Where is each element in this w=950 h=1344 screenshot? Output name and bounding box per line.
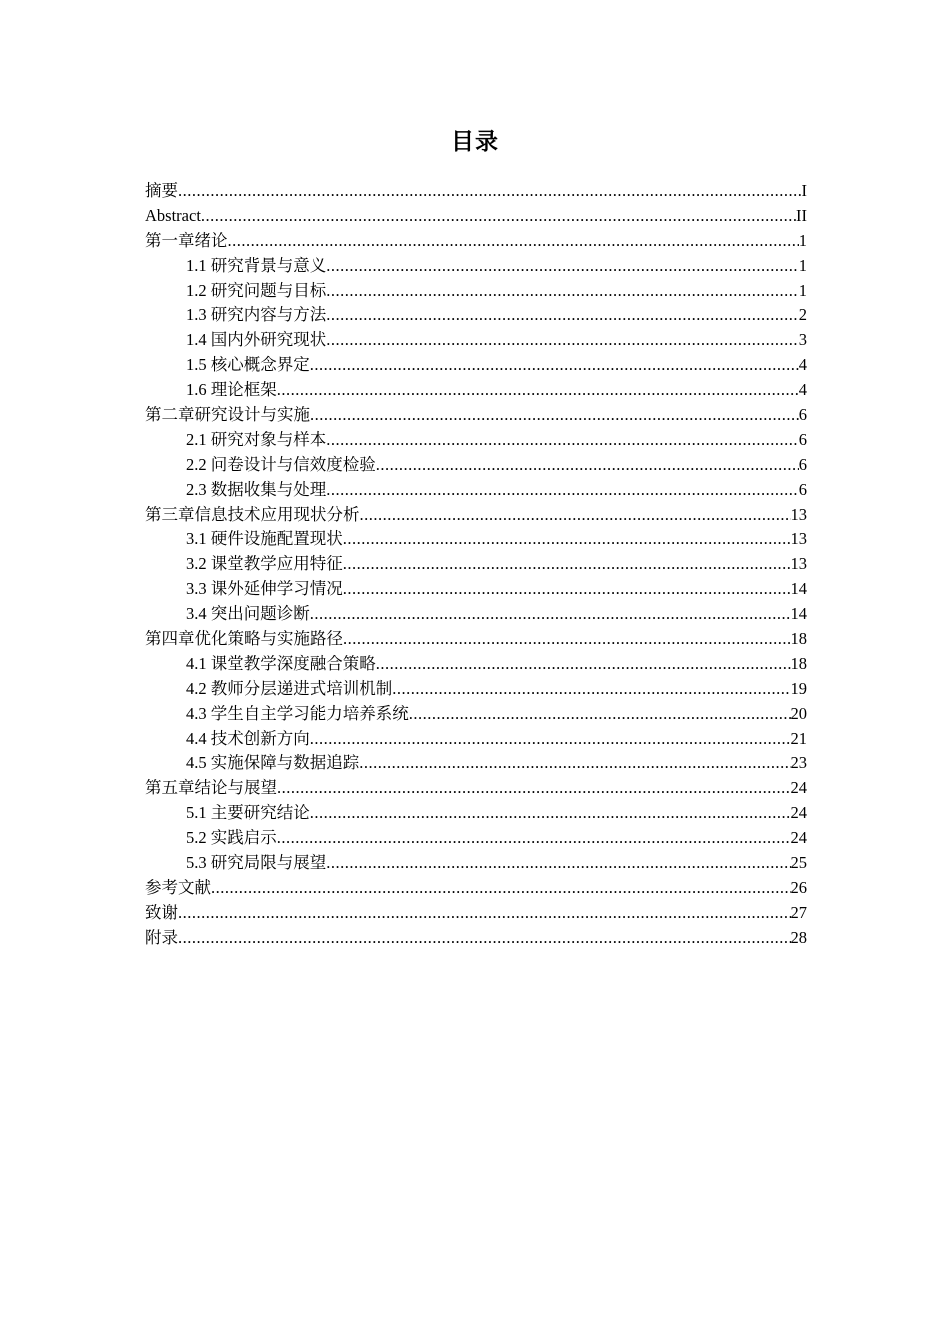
- toc-dot-leader: [201, 204, 796, 229]
- toc-page-number: 24: [790, 803, 807, 823]
- toc-page-number: 21: [790, 728, 807, 748]
- toc-chapter-entry[interactable]: [145, 503, 807, 528]
- toc-entry-label: 第二章研究设计与实施: [145, 405, 310, 425]
- toc-page-number: 14: [790, 579, 807, 599]
- toc-page-number: I: [801, 181, 807, 200]
- toc-section-entry[interactable]: [145, 652, 807, 677]
- toc-title: 目录: [451, 129, 499, 155]
- toc-page-number: 18: [790, 653, 807, 673]
- toc-page-number: 28: [790, 927, 807, 947]
- toc-page-number: 19: [790, 678, 807, 698]
- toc-dot-leader: [376, 652, 791, 677]
- toc-chapter-entry[interactable]: [145, 204, 807, 229]
- toc-dot-leader: [310, 353, 799, 378]
- toc-chapter-entry[interactable]: [145, 776, 807, 801]
- toc-entry-label: 2.1 研究对象与样本: [186, 429, 327, 449]
- toc-page-number: 1: [798, 230, 807, 250]
- toc-dot-leader: [178, 901, 791, 926]
- toc-section-entry[interactable]: [145, 428, 807, 453]
- toc-dot-leader: [228, 229, 799, 254]
- toc-section-entry[interactable]: [145, 328, 807, 353]
- toc-entry-label: 第五章结论与展望: [145, 778, 277, 798]
- toc-page-number: 4: [798, 355, 807, 375]
- toc-dot-leader: [409, 702, 791, 727]
- toc-entry-label: 3.4 突出问题诊断: [186, 604, 310, 624]
- toc-entry-label: 2.3 数据收集与处理: [186, 479, 327, 499]
- toc-dot-leader: [360, 503, 791, 528]
- toc-page-number: 24: [790, 778, 807, 798]
- toc-chapter-entry[interactable]: [145, 901, 807, 926]
- toc-section-entry[interactable]: [145, 727, 807, 752]
- toc-entry-label: 4.4 技术创新方向: [186, 728, 310, 748]
- toc-page-number: 6: [798, 454, 807, 474]
- toc-page-number: II: [796, 205, 807, 225]
- toc-section-entry[interactable]: [145, 577, 807, 602]
- toc-entry-label: 致谢: [145, 902, 178, 922]
- toc-page-number: 2: [798, 305, 807, 325]
- toc-dot-leader: [178, 179, 802, 204]
- toc-section-entry[interactable]: [145, 602, 807, 627]
- toc-page-number: 4: [798, 380, 807, 400]
- toc-page-number: 6: [798, 405, 807, 425]
- toc-dot-leader: [326, 478, 799, 503]
- toc-dot-leader: [343, 627, 791, 652]
- toc-entry-label: 1.2 研究问题与目标: [186, 280, 327, 300]
- toc-page-number: 18: [790, 629, 807, 649]
- toc-entry-label: 3.2 课堂教学应用特征: [186, 554, 343, 574]
- toc-dot-leader: [326, 851, 790, 876]
- toc-entry-label: 1.4 国内外研究现状: [186, 330, 327, 350]
- toc-dot-leader: [178, 926, 791, 951]
- toc-entry-label: 5.3 研究局限与展望: [186, 853, 327, 873]
- toc-page-number: 27: [790, 902, 807, 922]
- toc-chapter-entry[interactable]: [145, 876, 807, 901]
- toc-entry-label: 1.5 核心概念界定: [186, 355, 310, 375]
- toc-page-number: 6: [798, 479, 807, 499]
- toc-chapter-entry[interactable]: [145, 179, 807, 204]
- toc-list: [145, 179, 807, 951]
- toc-chapter-entry[interactable]: [145, 627, 807, 652]
- toc-dot-leader: [343, 527, 791, 552]
- toc-page-number: 24: [790, 828, 807, 848]
- toc-entry-label: 4.1 课堂教学深度融合策略: [186, 653, 376, 673]
- toc-section-entry[interactable]: [145, 279, 807, 304]
- toc-entry-label: 2.2 问卷设计与信效度检验: [186, 454, 376, 474]
- toc-page-number: 20: [790, 703, 807, 723]
- toc-dot-leader: [310, 801, 791, 826]
- toc-dot-leader: [343, 552, 791, 577]
- toc-section-entry[interactable]: [145, 478, 807, 503]
- toc-section-entry[interactable]: [145, 353, 807, 378]
- toc-entry-label: 4.3 学生自主学习能力培养系统: [186, 703, 409, 723]
- toc-section-entry[interactable]: [145, 826, 807, 851]
- toc-dot-leader: [376, 453, 799, 478]
- toc-entry-label: 第一章绪论: [145, 230, 228, 250]
- toc-dot-leader: [326, 303, 799, 328]
- toc-dot-leader: [326, 254, 799, 279]
- toc-section-entry[interactable]: [145, 801, 807, 826]
- toc-entry-label: 5.1 主要研究结论: [186, 803, 310, 823]
- toc-dot-leader: [211, 876, 791, 901]
- toc-page-number: 23: [790, 753, 807, 773]
- toc-entry-label: 第三章信息技术应用现状分析: [145, 504, 360, 524]
- toc-dot-leader: [310, 602, 791, 627]
- toc-dot-leader: [359, 751, 790, 776]
- toc-section-entry[interactable]: [145, 552, 807, 577]
- toc-entry-label: Abstract: [145, 205, 201, 225]
- toc-section-entry[interactable]: [145, 751, 807, 776]
- toc-dot-leader: [326, 279, 799, 304]
- toc-section-entry[interactable]: [145, 378, 807, 403]
- toc-page-number: 13: [790, 504, 807, 524]
- toc-page-number: 3: [798, 330, 807, 350]
- toc-entry-label: 第四章优化策略与实施路径: [145, 629, 343, 649]
- toc-dot-leader: [392, 677, 790, 702]
- toc-page-number: 13: [790, 529, 807, 549]
- toc-section-entry[interactable]: [145, 453, 807, 478]
- toc-page-number: 13: [790, 554, 807, 574]
- toc-page-number: 1: [798, 255, 807, 275]
- toc-entry-label: 附录: [145, 927, 178, 947]
- toc-chapter-entry[interactable]: [145, 229, 807, 254]
- toc-entry-label: 3.3 课外延伸学习情况: [186, 579, 343, 599]
- toc-section-entry[interactable]: [145, 527, 807, 552]
- toc-section-entry[interactable]: [145, 303, 807, 328]
- toc-dot-leader: [326, 328, 799, 353]
- toc-entry-label: 1.3 研究内容与方法: [186, 305, 327, 325]
- toc-section-entry[interactable]: [145, 702, 807, 727]
- toc-page-number: 1: [798, 280, 807, 300]
- toc-entry-label: 5.2 实践启示: [186, 828, 277, 848]
- toc-entry-label: 1.6 理论框架: [186, 380, 277, 400]
- toc-entry-label: 4.5 实施保障与数据追踪: [186, 753, 360, 773]
- toc-chapter-entry[interactable]: [145, 403, 807, 428]
- toc-dot-leader: [277, 826, 791, 851]
- toc-entry-label: 参考文献: [145, 877, 211, 897]
- toc-section-entry[interactable]: [145, 677, 807, 702]
- toc-page-number: 14: [790, 604, 807, 624]
- toc-section-entry[interactable]: [145, 254, 807, 279]
- toc-dot-leader: [326, 428, 799, 453]
- toc-dot-leader: [277, 378, 799, 403]
- toc-page-number: 6: [798, 429, 807, 449]
- toc-dot-leader: [277, 776, 791, 801]
- toc-entry-label: 1.1 研究背景与意义: [186, 255, 327, 275]
- toc-page-number: 26: [790, 877, 807, 897]
- toc-entry-label: 4.2 教师分层递进式培训机制: [186, 678, 393, 698]
- toc-dot-leader: [310, 403, 799, 428]
- toc-section-entry[interactable]: [145, 851, 807, 876]
- toc-chapter-entry[interactable]: [145, 926, 807, 951]
- toc-dot-leader: [343, 577, 791, 602]
- toc-entry-label: 3.1 硬件设施配置现状: [186, 529, 343, 549]
- toc-page-number: 25: [790, 853, 807, 873]
- toc-entry-label: 摘要: [145, 181, 178, 200]
- toc-dot-leader: [310, 727, 791, 752]
